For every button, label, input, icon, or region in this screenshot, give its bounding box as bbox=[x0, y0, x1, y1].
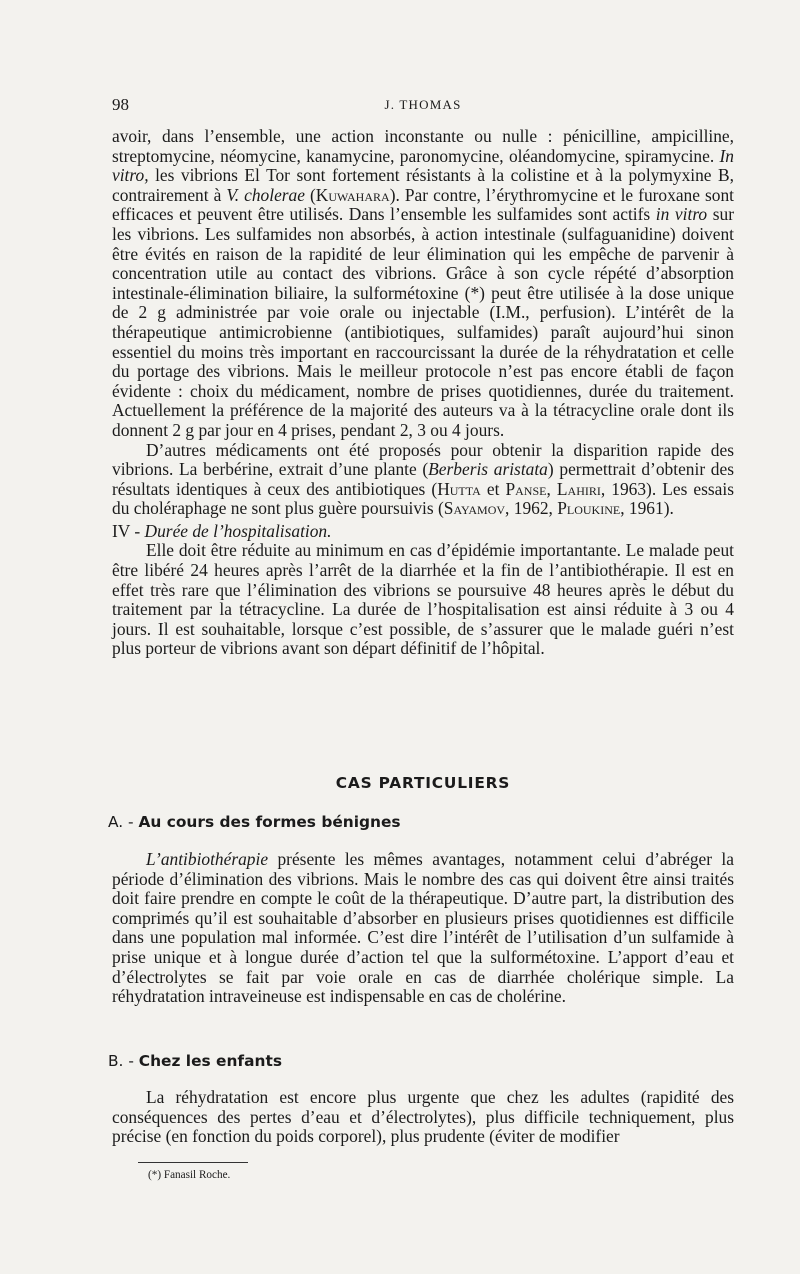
paragraph-formes-benignes: L’antibiothérapie présente les mêmes avantages, notamment celui d’abréger la période d’élimination des vibrions. Mais le nombre des cas qui doivent être ainsi traités doit faire prendre en compte le coût de la thérapeutique. D’autre part, la distribution des comprimés qu’il est souhaitable d’absorber en plusieurs prises quotidiennes est difficile dans une population mal informée. C’est dire l’intérêt de l’utilisation d’un sulfamide à prise unique et à longue durée d’action tel que la sulformétoxine. L’apport d’eau et d’électrolytes se fait par voie orale en cas de diarrhée cholérique simple. La réhydratation intraveineuse est indispensable en cas de cholérine. bbox=[112, 849, 734, 1007]
section-heading-iv: IV - Durée de l’hospitalisation. bbox=[112, 520, 332, 541]
page-number: 98 bbox=[112, 95, 129, 114]
paragraph-hospitalisation: Elle doit être réduite au minimum en cas d’épidémie importantante. Le malade peut être libéré 24 heures après l’arrêt de la diarrhée et la fin de l’antibiothérapie. Il est en effet très rare que l’élimination des vibrions se poursuive 48 heures après le début du traitement par la tétracycline. La durée de l’hospitalisation est ainsi réduite à 3 ou 4 jours. Il est souhaitable, lorsque c’est possible, de s’assurer que le malade guéri n’est plus porteur de vibrions avant son départ définitif de l’hôpital. bbox=[112, 540, 734, 659]
body-text-a bbox=[112, 850, 734, 1007]
body-text-b bbox=[112, 1088, 734, 1147]
heading-cas-particuliers: CAS PARTICULIERS bbox=[335, 774, 511, 792]
page-header bbox=[112, 95, 734, 119]
running-title: J. THOMAS bbox=[384, 97, 462, 112]
footnote: (*) Fanasil Roche. bbox=[148, 1169, 231, 1181]
subheading-a: A. - Au cours des formes bénignes bbox=[108, 813, 401, 831]
paragraph-antibiotics: avoir, dans l’ensemble, une action inconstante ou nulle : pénicilline, ampicilline, streptomycine, néomycine, kanamycine, paronomycine, oléandomycine, spiramycine. In vitro, les vibrions El Tor sont fortement résistants à la colistine et à la polymyxine B, contrairement à V. cholerae (Kuwahara). Par contre, l’érythromycine et le furoxane sont efficaces et peuvent être utilisés. Dans l’ensemble les sulfamides sont actifs in vitro sur les vibrions. Les sulfamides non absorbés, à action intestinale (sulfaguanidine) doivent être évités en raison de la rapidité de leur élimination qui les empêche de parvenir à concentration utile au contact des vibrions. Grâce à son cycle répété d’absorption intestinale-élimination biliaire, la sulformétoxine (*) peut être utilisée à la dose unique de 2 g administrée par voie orale ou injectable (I.M., perfusion). L’intérêt de la thérapeutique antimicrobienne (antibiotiques, sulfamides) paraît aujourd’hui sinon essentiel du moins très important en raccourcissant la durée de la réhydratation et celle du portage des vibrions. Mais le meilleur protocole n’est pas encore établi de façon évidente : choix du médicament, nombre de prises quotidiennes, durée du traitement. Actuellement la préférence de la majorité des auteurs va à la tétracycline orale dont ils donnent 2 g par jour en 4 prises, pendant 2, 3 ou 4 jours. bbox=[112, 126, 735, 440]
paragraph-other-drugs: D’autres médicaments ont été proposés pour obtenir la disparition rapide des vibrions. La berbérine, extrait d’une plante (Berberis aristata) permettrait d’obtenir des résultats identiques à ceux des antibiotiques (Hutta et Panse, Lahiri, 1963). Les essais du choléraphage ne sont plus guère poursuivis (Sayamov, 1962, Ploukine, 1961). bbox=[112, 439, 735, 519]
footnote-rule bbox=[138, 1162, 248, 1163]
paragraph-enfants: La réhydratation est encore plus urgente que chez les adultes (rapidité des conséquences des pertes d’eau et d’électrolytes), plus difficile techniquement, plus précise (en fonction du poids corporel), plus prudente (éviter de modifier bbox=[112, 1087, 734, 1147]
body-text-top bbox=[112, 127, 734, 659]
subheading-b: B. - Chez les enfants bbox=[108, 1052, 282, 1070]
